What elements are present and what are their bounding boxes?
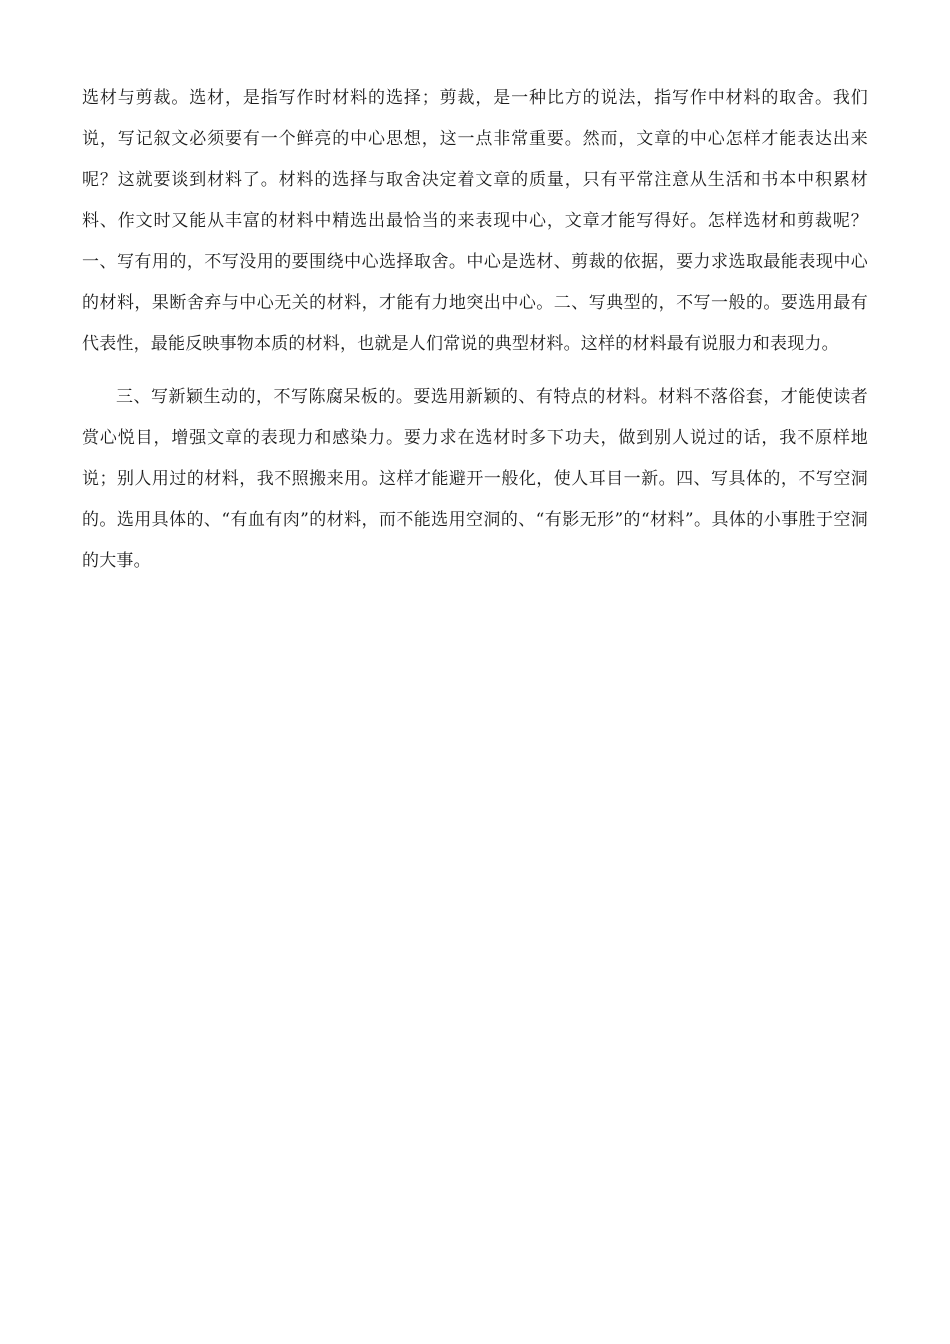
- document-body: [82, 78, 868, 582]
- paragraph-1: 选材与剪裁。选材，是指写作时材料的选择；剪裁，是一种比方的说法，指写作中材料的取舍。我们说，写记叙文必须要有一个鲜亮的中心思想，这一点非常重要。然而，文章的中心怎样才能表达出来呢？这就要谈到材料了。材料的选择与取舍决定着文章的质量，只有平常注意从生活和书本中积累材料、作文时又能从丰富的材料中精选出最恰当的来表现中心，文章才能写得好。怎样选材和剪裁呢？一、写有用的，不写没用的要围绕中心选择取舍。中心是选材、剪裁的依据，要力求选取最能表现中心的材料，果断舍弃与中心无关的材料，才能有力地突出中心。二、写典型的，不写一般的。要选用最有代表性，最能反映事物本质的材料，也就是人们常说的典型材料。这样的材料最有说服力和表现力。: [82, 88, 868, 354]
- paragraph-2: 三、写新颖生动的，不写陈腐呆板的。要选用新颖的、有特点的材料。材料不落俗套，才能使读者赏心悦目，增强文章的表现力和感染力。要力求在选材时多下功夫，做到别人说过的话，我不原样地说；别人用过的材料，我不照搬来用。这样才能避开一般化，使人耳目一新。四、写具体的，不写空洞的。选用具体的、“有血有肉”的材料，而不能选用空洞的、“有影无形”的“材料”。具体的小事胜于空洞的大事。: [82, 387, 868, 571]
